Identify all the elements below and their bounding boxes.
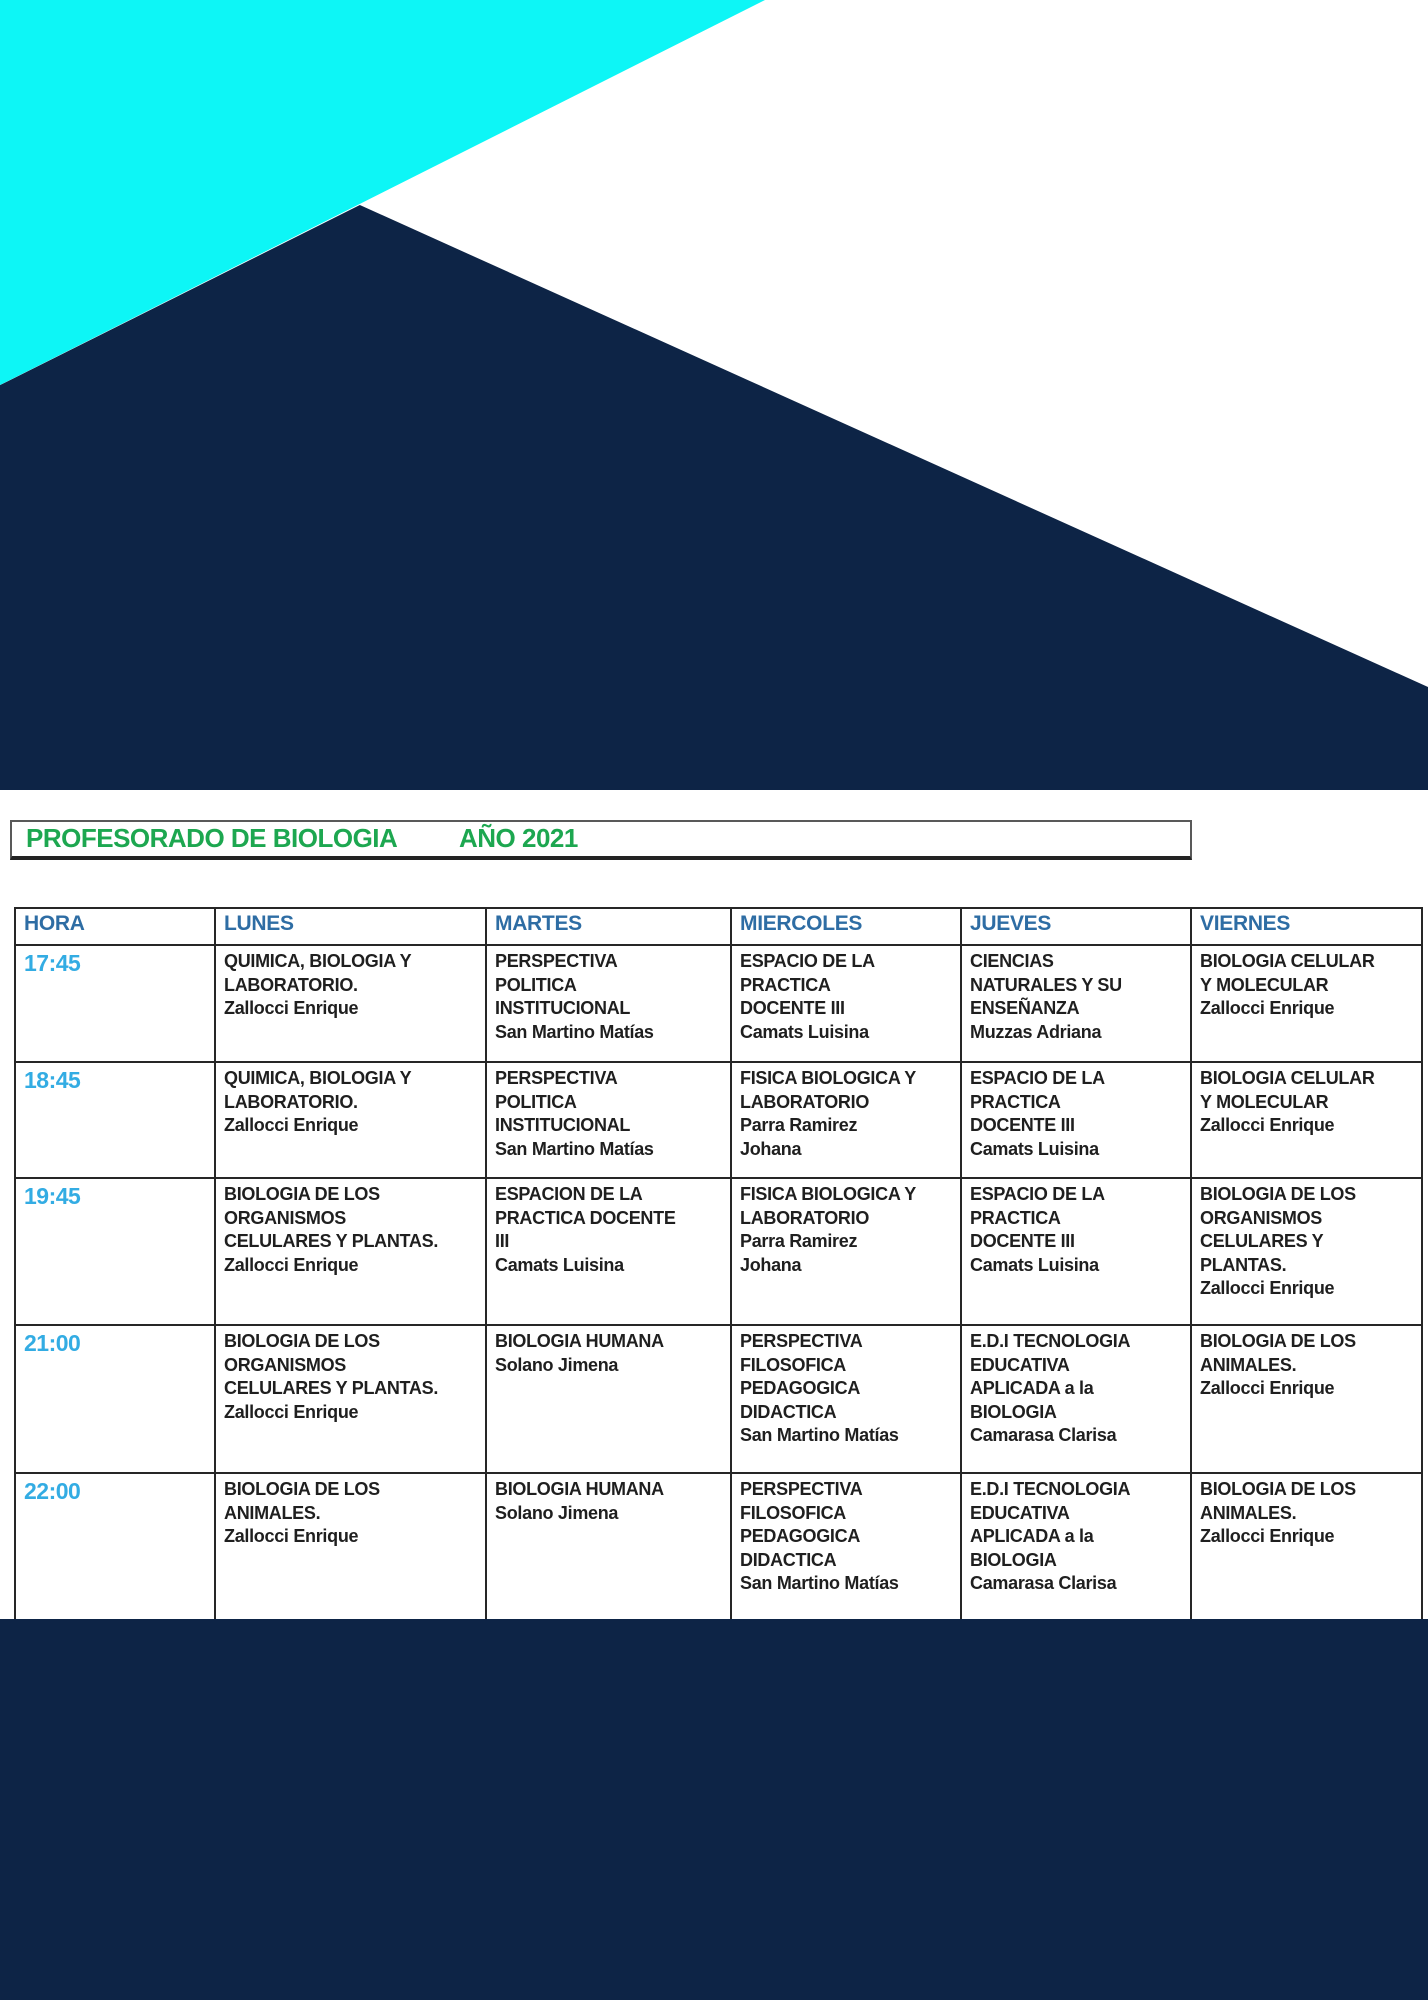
cell-line: Camats Luisina <box>970 1138 1099 1159</box>
cell-line: ENSEÑANZA <box>970 998 1080 1018</box>
cell-line: San Martino Matías <box>740 1573 899 1593</box>
cell-line: DIDACTICA <box>740 1549 837 1570</box>
cell-line: Zallocci Enrique <box>224 1526 359 1546</box>
column-header-martes: MARTES <box>486 908 731 945</box>
course-cell <box>961 1325 1191 1473</box>
course-cell <box>486 1473 731 1633</box>
cell-line: Camats Luisina <box>970 1254 1099 1275</box>
cell-line: PRACTICA <box>970 1091 1061 1112</box>
cell-line: POLITICA <box>495 1091 577 1112</box>
course-cell <box>731 945 961 1062</box>
cell-line: Zallocci Enrique <box>1200 1378 1335 1398</box>
cell-line: San Martino Matías <box>495 1138 654 1159</box>
cell-line: LABORATORIO. <box>224 974 358 995</box>
course-cell <box>1191 1325 1422 1473</box>
cell-line: ESPACIO DE LA <box>970 1068 1105 1088</box>
schedule-table <box>14 907 1423 1634</box>
column-header-hora: HORA <box>15 908 215 945</box>
cell-line: NATURALES Y SU <box>970 974 1122 995</box>
cell-line: ANIMALES. <box>1200 1502 1297 1523</box>
column-header-lunes: LUNES <box>215 908 486 945</box>
cell-line: LABORATORIO. <box>224 1091 358 1112</box>
year-label: AÑO 2021 <box>459 823 578 853</box>
cell-line: EDUCATIVA <box>970 1354 1070 1375</box>
course-cell <box>215 1473 486 1633</box>
time-cell: 18:45 <box>15 1062 215 1178</box>
table-body <box>15 945 1422 1633</box>
cell-line: Camarasa Clarisa <box>970 1425 1117 1445</box>
cell-line: DIDACTICA <box>740 1401 837 1422</box>
cell-line: III <box>495 1231 510 1251</box>
cell-line: Zallocci Enrique <box>224 1254 359 1275</box>
cell-line: Camarasa Clarisa <box>970 1573 1117 1593</box>
cell-line: BIOLOGIA <box>970 1549 1057 1570</box>
column-header-jueves: JUEVES <box>961 908 1191 945</box>
cell-line: PERSPECTIVA <box>495 951 618 971</box>
cell-line: Camats Luisina <box>740 1021 869 1042</box>
cell-line: BIOLOGIA DE LOS <box>1200 1479 1356 1499</box>
cell-line: FISICA BIOLOGICA Y <box>740 1184 916 1204</box>
column-header-miercoles: MIERCOLES <box>731 908 961 945</box>
cell-line: Zallocci Enrique <box>1200 1115 1335 1135</box>
course-cell <box>1191 1473 1422 1633</box>
cell-line: BIOLOGIA DE LOS <box>1200 1331 1356 1351</box>
course-cell <box>486 1325 731 1473</box>
cell-line: E.D.I TECNOLOGIA <box>970 1331 1131 1351</box>
header-row <box>15 908 1422 945</box>
cell-line: PLANTAS. <box>1200 1254 1287 1275</box>
course-cell <box>215 1325 486 1473</box>
cell-line: PERSPECTIVA <box>495 1068 618 1088</box>
cell-line: LABORATORIO <box>740 1207 870 1228</box>
cell-line: PRACTICA <box>970 1207 1061 1228</box>
cell-line: DOCENTE III <box>970 1231 1075 1251</box>
cell-line: ANIMALES. <box>1200 1354 1297 1375</box>
cell-line: QUIMICA, BIOLOGIA Y <box>224 951 412 971</box>
cell-line: Camats Luisina <box>495 1254 624 1275</box>
cell-line: Zallocci Enrique <box>224 998 359 1018</box>
course-cell <box>486 1178 731 1325</box>
title-box <box>10 820 1192 860</box>
schedule-table-wrapper <box>14 907 1423 1634</box>
course-cell <box>961 945 1191 1062</box>
course-cell <box>486 1062 731 1178</box>
course-cell <box>215 1062 486 1178</box>
cell-line: BIOLOGIA DE LOS <box>224 1479 380 1499</box>
table-row <box>15 1178 1422 1325</box>
cell-line: BIOLOGIA HUMANA <box>495 1331 664 1351</box>
course-cell <box>1191 1062 1422 1178</box>
navy-diagonal-decoration <box>0 205 1428 790</box>
course-cell <box>961 1178 1191 1325</box>
cell-line: PRACTICA DOCENTE <box>495 1207 676 1228</box>
cell-line: Parra Ramirez <box>740 1115 858 1135</box>
course-cell <box>215 1178 486 1325</box>
course-cell <box>961 1473 1191 1633</box>
time-cell: 19:45 <box>15 1178 215 1325</box>
table-row <box>15 1062 1422 1178</box>
cell-line: FILOSOFICA <box>740 1502 846 1523</box>
table-row <box>15 945 1422 1062</box>
cell-line: Johana <box>740 1254 802 1275</box>
cell-line: Parra Ramirez <box>740 1231 858 1251</box>
cell-line: Y MOLECULAR <box>1200 1091 1329 1112</box>
cell-line: BIOLOGIA DE LOS <box>224 1184 380 1204</box>
cell-line: BIOLOGIA HUMANA <box>495 1479 664 1499</box>
cell-line: PERSPECTIVA <box>740 1479 863 1499</box>
time-cell: 21:00 <box>15 1325 215 1473</box>
cell-line: Solano Jimena <box>495 1354 619 1375</box>
cell-line: CIENCIAS <box>970 951 1054 971</box>
cell-line: ESPACIO DE LA <box>740 951 875 971</box>
course-cell <box>731 1325 961 1473</box>
cell-line: ESPACIO DE LA <box>970 1184 1105 1204</box>
cell-line: QUIMICA, BIOLOGIA Y <box>224 1068 412 1088</box>
cell-line: E.D.I TECNOLOGIA <box>970 1479 1131 1499</box>
cell-line: ORGANISMOS <box>224 1207 347 1228</box>
cell-line: CELULARES Y <box>1200 1231 1324 1251</box>
course-cell <box>961 1062 1191 1178</box>
cell-line: FISICA BIOLOGICA Y <box>740 1068 916 1088</box>
table-header-row <box>15 908 1422 945</box>
cell-line: BIOLOGIA <box>970 1401 1057 1422</box>
cell-line: San Martino Matías <box>740 1425 899 1445</box>
page-title: PROFESORADO DE BIOLOGIA <box>26 823 398 853</box>
cell-line: INSTITUCIONAL <box>495 998 631 1018</box>
course-cell <box>731 1473 961 1633</box>
cell-line: APLICADA a la <box>970 1526 1094 1546</box>
cell-line: EDUCATIVA <box>970 1502 1070 1523</box>
cell-line: LABORATORIO <box>740 1091 870 1112</box>
cell-line: Zallocci Enrique <box>1200 1526 1335 1546</box>
cell-line: Zallocci Enrique <box>1200 1278 1335 1298</box>
cell-line: San Martino Matías <box>495 1021 654 1042</box>
cell-line: CELULARES Y PLANTAS. <box>224 1231 439 1251</box>
cell-line: APLICADA a la <box>970 1378 1094 1398</box>
course-cell <box>731 1062 961 1178</box>
course-cell <box>731 1178 961 1325</box>
table-row <box>15 1473 1422 1633</box>
cell-line: DOCENTE III <box>970 1115 1075 1135</box>
cell-line: PEDAGOGICA <box>740 1378 861 1398</box>
course-cell <box>1191 945 1422 1062</box>
navy-footer-band <box>0 1619 1428 2000</box>
cell-line: ESPACION DE LA <box>495 1184 643 1204</box>
cell-line: CELULARES Y PLANTAS. <box>224 1378 439 1398</box>
course-cell <box>486 945 731 1062</box>
cell-line: ORGANISMOS <box>224 1354 347 1375</box>
cell-line: DOCENTE III <box>740 998 845 1018</box>
cell-line: Johana <box>740 1138 802 1159</box>
cell-line: Zallocci Enrique <box>1200 998 1335 1018</box>
time-cell: 22:00 <box>15 1473 215 1633</box>
cell-line: Solano Jimena <box>495 1502 619 1523</box>
table-row <box>15 1325 1422 1473</box>
cell-line: ORGANISMOS <box>1200 1207 1323 1228</box>
cell-line: Zallocci Enrique <box>224 1115 359 1135</box>
column-header-viernes: VIERNES <box>1191 908 1422 945</box>
time-cell: 17:45 <box>15 945 215 1062</box>
course-cell <box>215 945 486 1062</box>
cell-line: FILOSOFICA <box>740 1354 846 1375</box>
cell-line: PEDAGOGICA <box>740 1526 861 1546</box>
cell-line: BIOLOGIA DE LOS <box>1200 1184 1356 1204</box>
cell-line: Y MOLECULAR <box>1200 974 1329 995</box>
cell-line: BIOLOGIA CELULAR <box>1200 1068 1375 1088</box>
cell-line: Zallocci Enrique <box>224 1401 359 1422</box>
cell-line: INSTITUCIONAL <box>495 1115 631 1135</box>
cell-line: POLITICA <box>495 974 577 995</box>
course-cell <box>1191 1178 1422 1325</box>
cell-line: BIOLOGIA DE LOS <box>224 1331 380 1351</box>
cell-line: PERSPECTIVA <box>740 1331 863 1351</box>
cell-line: Muzzas Adriana <box>970 1021 1102 1042</box>
cell-line: BIOLOGIA CELULAR <box>1200 951 1375 971</box>
cell-line: PRACTICA <box>740 974 831 995</box>
cell-line: ANIMALES. <box>224 1502 321 1523</box>
